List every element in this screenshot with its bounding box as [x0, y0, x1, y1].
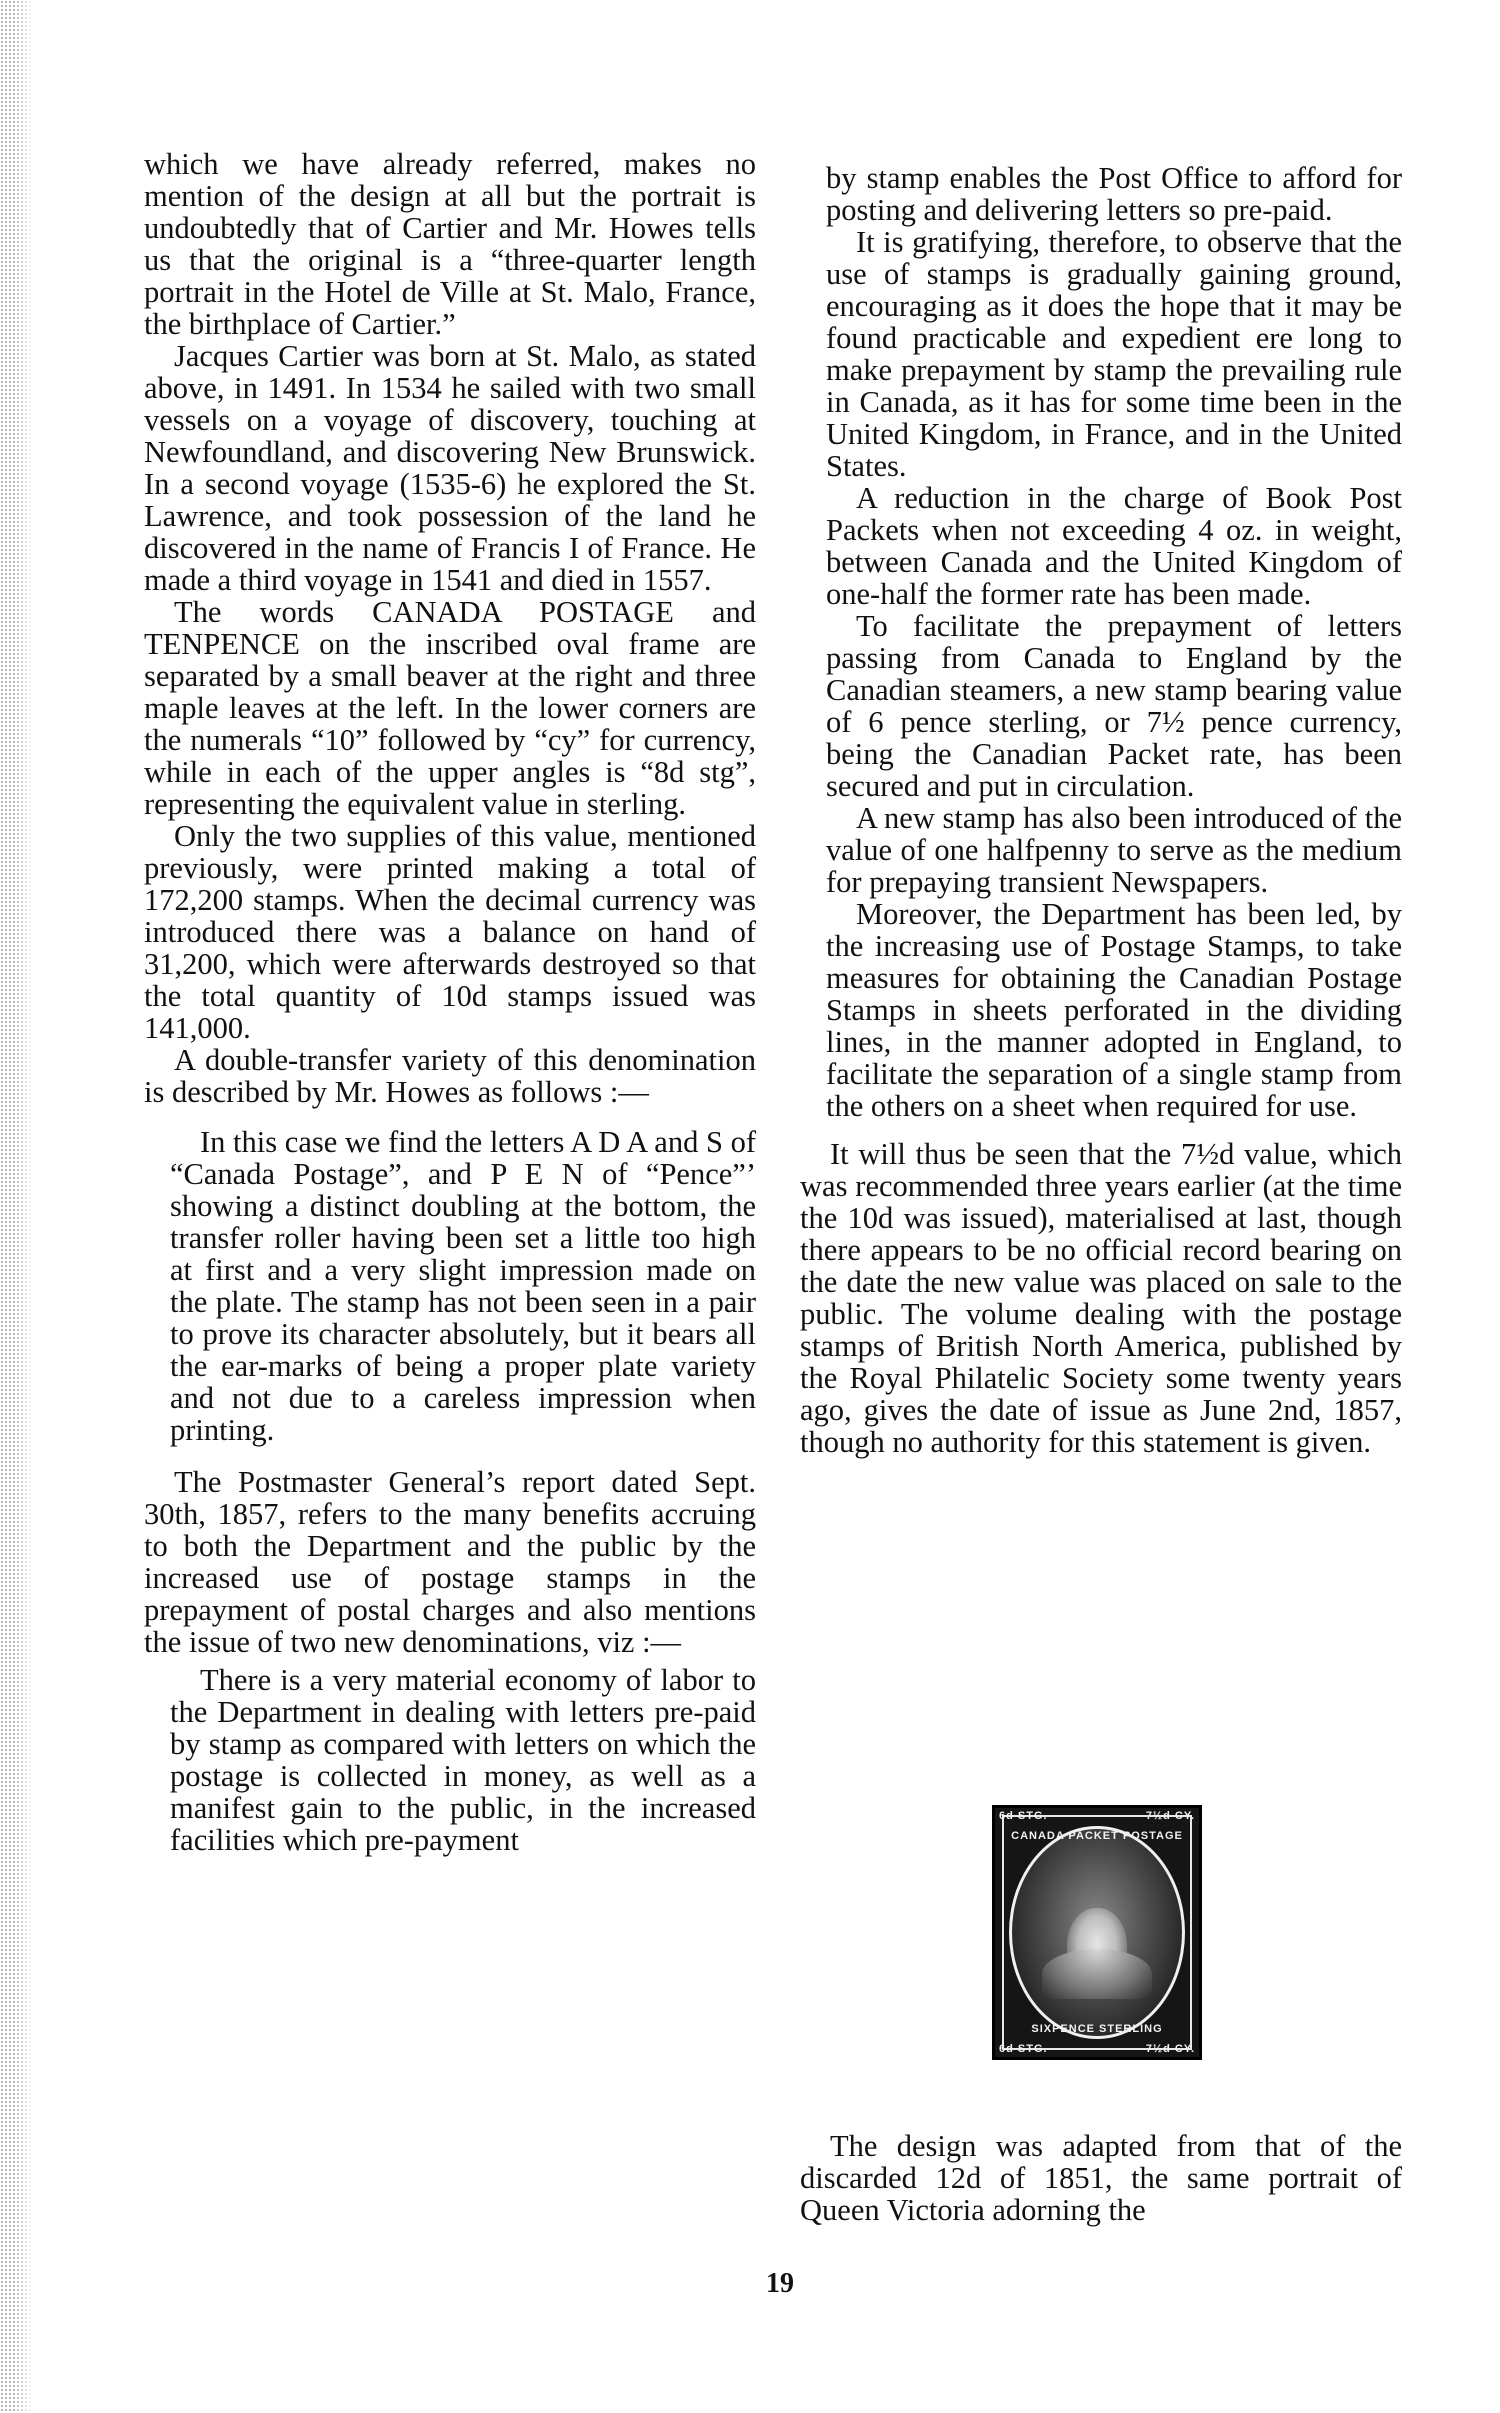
blockquote-report-continued — [826, 162, 1402, 1122]
stamp-corner-bottom-left: 6d STG. — [999, 2043, 1048, 2055]
scanned-binding-edge — [0, 0, 34, 2413]
paragraph-stamp-inscription: The words CANADA POSTAGE and TENPENCE on the inscribed oval frame are separated by a small beaver at the right and three maple leaves at the left. In the lower corners are the numerals “10” followed by “cy” for currency, while in each of the upper angles is “8d stg”, representing the equivalent value in sterling. — [144, 595, 756, 821]
stamp-illustration — [992, 1805, 1202, 2060]
paragraph-cartier-portrait: which we have already referred, makes no mention of the design at all but the portrait is undoubtedly that of Cartier and Mr. Howes tells us that the original is a “three-quarter length portrait in the Hotel de Ville at St. Malo, France, the birthplace of Cartier.” — [144, 147, 756, 341]
quote-paragraph: It is gratifying, therefore, to observe that the use of stamps is gradually gaining ground, encouraging as it does the hope that it may be found practicable and expedient ere long to make prepayment by stamp the prevailing rule in Canada, as it has for some time been in the United Kingdom, in France, and in the United States. — [826, 225, 1402, 483]
stamp-oval-frame — [1009, 1826, 1185, 2039]
right-column — [800, 162, 1402, 1458]
page-number: 19 — [766, 2268, 794, 2299]
quote-paragraph: To facilitate the prepayment of letters passing from Canada to England by the Canadian steamers, a new stamp bearing value of 6 pence sterling, or 7½ pence currency, being the Canadian Packet rate, has been secured and put in circulation. — [826, 609, 1402, 803]
right-column-bottom — [800, 2130, 1402, 2226]
stamp-corner-top-right: 7½d CY. — [1145, 1810, 1195, 1822]
quote-paragraph: A reduction in the charge of Book Post Packets when not exceeding 4 oz. in weight, between Canada and the United Kingdom of one-half the former rate has been made. — [826, 481, 1402, 611]
stamp-corner-top-left: 6d STG. — [999, 1810, 1048, 1822]
stamp-corner-bottom-right: 7½d CY. — [1145, 2043, 1195, 2055]
blockquote-report-excerpt: There is a very material economy of labor to the Department in dealing with letters pre-paid by stamp as compared with letters on which the postage is collected in money, as well as a manifest gain to the public, in the increased facilities which pre-payment — [170, 1663, 756, 1857]
paragraph-7-5d-value: It will thus be seen that the 7½d value, which was recommended three years earlier (at the time the 10d was issued), materialised at last, though there appears to be no official record bearing on the date the new value was placed on sale to the public. The volume dealing with the postage stamps of British North America, published by the Royal Philatelic Society some twenty years ago, gives the date of issue as June 2nd, 1857, though no authority for this statement is given. — [800, 1137, 1402, 1459]
quote-paragraph: by stamp enables the Post Office to afford for posting and delivering letters so pre-paid. — [826, 161, 1402, 227]
paragraph-supplies-printed: Only the two supplies of this value, mentioned previously, were printed making a total of 172,200 stamps. When the decimal currency was introduced there was a balance on hand of 31,200, which were afterwards destroyed so that the total quantity of 10d stamps issued was 141,000. — [144, 819, 756, 1045]
portrait-bust — [1042, 1949, 1152, 1999]
left-column — [144, 148, 756, 1856]
paragraph-design-origin: The design was adapted from that of the discarded 12d of 1851, the same portrait of Queen Victoria adorning the — [800, 2129, 1402, 2227]
quote-paragraph: Moreover, the Department has been led, by the increasing use of Postage Stamps, to take measures for obtaining the Canadian Postage Stamps in sheets perforated in the dividing lines, in the manner adopted in England, to facilitate the separation of a single stamp from the others on a sheet when required for use. — [826, 897, 1402, 1123]
paragraph-cartier-biography: Jacques Cartier was born at St. Malo, as stated above, in 1491. In 1534 he sailed with two small vessels on a voyage of discovery, touching at Newfoundland, and discovering New Brunswick. In a second voyage (1535-6) he explored the St. Lawrence, and took possession of the land he discovered in the name of Francis I of France. He made a third voyage in 1541 and died in 1557. — [144, 339, 756, 597]
stamp-inscription-top: CANADA PACKET POSTAGE — [1011, 1830, 1183, 1842]
paragraph-double-transfer-intro: A double-transfer variety of this denomination is described by Mr. Howes as follows :— — [144, 1043, 756, 1109]
blockquote-howes-description: In this case we find the letters A D A and S of “Canada Postage”, and P E N of “Pence”’ showing a distinct doubling at the bottom, the transfer roller having been set a little too high at first and a very slight impression made on the plate. The stamp has not been seen in a pair to prove its character absolutely, but it bears all the ear-marks of being a proper plate variety and not due to a careless impression when printing. — [170, 1125, 756, 1447]
quote-paragraph: A new stamp has also been introduced of the value of one halfpenny to serve as the medium for prepaying transient Newspapers. — [826, 801, 1402, 899]
paragraph-postmaster-report: The Postmaster General’s report dated Sept. 30th, 1857, refers to the many benefits accruing to both the Department and the public by the increased use of postage stamps in the prepayment of postal charges and also mentions the issue of two new denominations, viz :— — [144, 1465, 756, 1659]
stamp-inscription-bottom: SIXPENCE STERLING — [1031, 2023, 1163, 2035]
